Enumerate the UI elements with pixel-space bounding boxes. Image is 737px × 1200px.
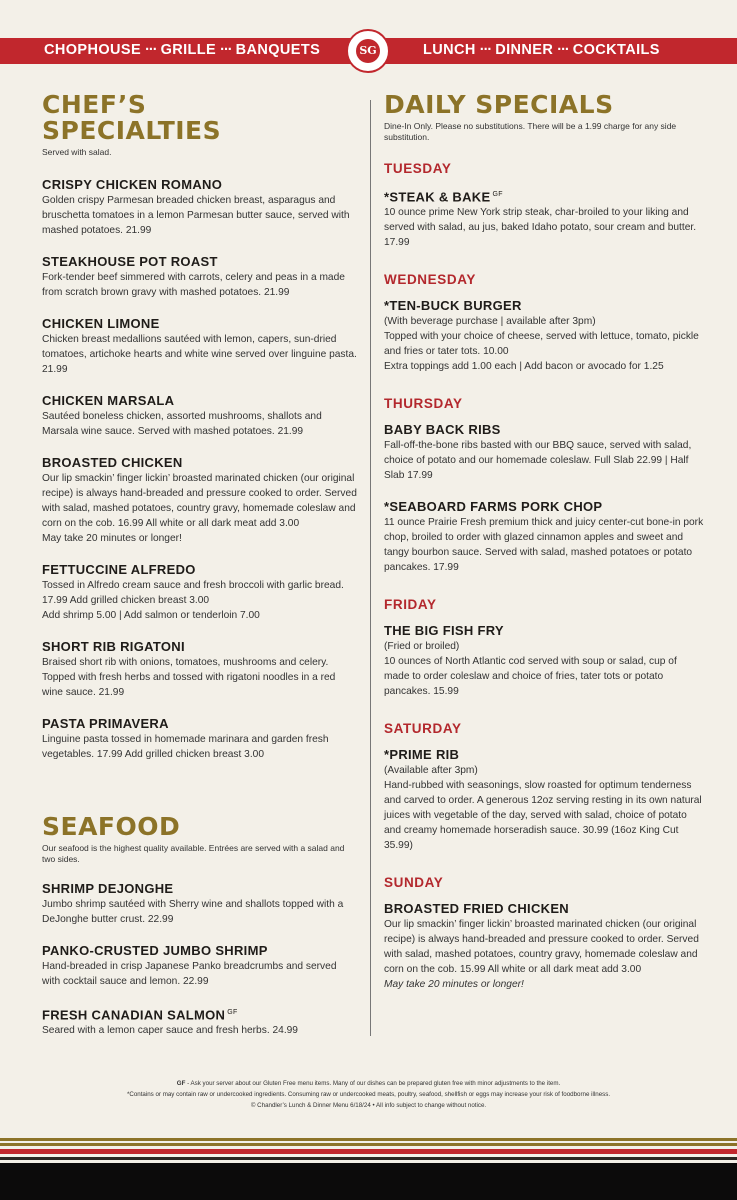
item-description: Seared with a lemon caper sauce and fresh herbs. 24.99 [42, 1025, 298, 1037]
item-note: May take 20 minutes or longer! [42, 533, 182, 544]
item-name: THE BIG FISH FRY [384, 623, 504, 639]
banner-banquets: BANQUETS [235, 42, 321, 58]
menu-item [42, 1005, 357, 1038]
item-description: Topped with your choice of cheese, served with lettuce, tomato, pickle and fries or tater tots. 10.00 [384, 331, 699, 358]
item-name: BROASTED FRIED CHICKEN [384, 901, 569, 917]
item-name: *PRIME RIB [384, 747, 460, 763]
menu-item [42, 562, 357, 623]
item-description: Golden crispy Parmesan breaded chicken breast, asparagus and bruschetta tomatoes in a lemon Parmesan butter sauce, served with mashed potatoes. 21.99 [42, 195, 350, 236]
item-description: Fall-off-the-bone ribs basted with our BBQ sauce, served with salad, choice of potato and our homemade coleslaw. Full Slab 22.99 | Half Slab 17.99 [384, 440, 692, 482]
banner-left [44, 42, 320, 58]
day-heading-tuesday: TUESDAY [384, 161, 452, 176]
footer-gf-text: - Ask your server about our Gluten Free menu items. Many of our dishes can be prepared gluten free with minor adjustments to the item. [185, 1080, 561, 1087]
menu-item [384, 187, 704, 250]
item-availability: (With beverage purchase | available after 3pm) [384, 316, 596, 328]
chefs-note: Served with salad. [42, 147, 112, 157]
menu-item [384, 499, 704, 575]
column-divider [370, 100, 371, 1036]
banner-separator: ··· [479, 42, 492, 58]
item-description: Tossed in Alfredo cream sauce and fresh broccoli with garlic bread. 17.99 Add grilled chicken breast 3.00 [42, 580, 344, 606]
footer-raw-warning: *Contains or may contain raw or undercooked ingredients. Consuming raw or undercooked meats, poultry, seafood, shellfish or eggs may increase your risk of foodborne illness. [126, 1091, 611, 1098]
banner-cocktails: COCKTAILS [572, 42, 660, 58]
seafood-title: SEAFOOD [42, 812, 181, 841]
chefs-title-line1: CHEF’S [42, 90, 147, 119]
menu-item [42, 254, 357, 300]
item-description: Hand-rubbed with seasonings, slow roasted for optimum tenderness and carved to order. A generous 12oz serving resting in its own natural juices with vegetable of the day, served with salad, choice of potato and creamy homemade horseradish sauce. 30.99 (16oz King Cut 35.99) [384, 780, 702, 852]
menu-item [42, 177, 357, 238]
footer-stripe [0, 1138, 737, 1141]
menu-item [384, 298, 704, 374]
seafood-section [42, 814, 357, 1038]
item-availability: (Available after 3pm) [384, 765, 478, 777]
item-description: Our lip smackin’ finger lickin’ broasted marinated chicken (our original recipe) is always hand-breaded and pressure cooked to order. Served with salad, mashed potatoes, country gravy, homemade coleslaw and corn on the cob. 16.99 All white or all dark meat add 3.00 [42, 473, 357, 529]
item-availability: (Fried or broiled) [384, 641, 460, 653]
footer-gf-line [0, 1078, 737, 1089]
item-description: Braised short rib with onions, tomatoes, mushrooms and celery. Topped with fresh herbs and tossed with rigatoni noodles in a red wine sauce. 21.99 [42, 657, 336, 698]
menu-item [384, 747, 704, 853]
item-description: 10 ounce prime New York strip steak, char-broiled to your liking and served with salad, au jus, baked Idaho potato, sour cream and butter. 17.99 [384, 207, 697, 249]
item-name: BROASTED CHICKEN [42, 455, 183, 470]
chefs-specialties-section [42, 92, 357, 762]
item-name: STEAKHOUSE POT ROAST [42, 254, 218, 269]
item-name-text: FRESH CANADIAN SALMON [42, 1007, 226, 1023]
footer-copyright: © Chandler’s Lunch & Dinner Menu 6/18/24 • All info subject to change without notice. [250, 1102, 487, 1109]
day-heading-wednesday: WEDNESDAY [384, 272, 476, 288]
menu-item [384, 623, 704, 699]
left-column [42, 92, 357, 1038]
day-heading-thursday: THURSDAY [384, 396, 463, 412]
footer-disclaimer [0, 1078, 737, 1111]
gluten-free-mark: GF [227, 1009, 238, 1016]
item-description: Sautéed boneless chicken, assorted mushrooms, shallots and Marsala wine sauce. Served with mashed potatoes. 21.99 [42, 411, 322, 437]
restaurant-logo [346, 29, 390, 73]
item-name: *SEABOARD FARMS PORK CHOP [384, 499, 603, 515]
menu-item [384, 901, 704, 992]
item-name: BABY BACK RIBS [384, 422, 501, 438]
logo-monogram: SG [356, 39, 380, 63]
gluten-free-mark: GF [492, 191, 503, 198]
item-description: Our lip smackin’ finger lickin’ broasted marinated chicken (our original recipe) is always hand-breaded and pressure cooked to order. Served with salad, mashed potatoes, country gravy, homemade coleslaw and corn on the cob. 15.99 All white or all dark meat add 3.00 [384, 919, 699, 976]
banner-dinner: DINNER [495, 42, 554, 58]
item-name-text: *STEAK & BAKE [384, 189, 491, 205]
item-name: PANKO-CRUSTED JUMBO SHRIMP [42, 943, 268, 958]
footer-stripe [0, 1149, 737, 1154]
menu-item [42, 455, 357, 546]
item-note: May take 20 minutes or longer! [384, 979, 524, 991]
banner-grille: GRILLE [160, 42, 217, 58]
specials-note: Dine-In Only. Please no substitutions. There will be a 1.99 charge for any side substitution. [384, 121, 677, 142]
item-description: Chicken breast medallions sautéed with lemon, capers, sun-dried tomatoes, artichoke hearts and white wine served over linguine pasta. 21.99 [42, 334, 357, 375]
menu-item [42, 881, 357, 927]
item-name: CHICKEN LIMONE [42, 316, 160, 331]
banner-right [423, 42, 660, 58]
menu-item [42, 393, 357, 439]
item-description: Jumbo shrimp sautéed with Sherry wine and shallots topped with a DeJonghe butter crust. 22.99 [42, 899, 344, 925]
item-description: Hand-breaded in crisp Japanese Panko breadcrumbs and served with cocktail sauce and lemon. 22.99 [42, 961, 337, 987]
day-heading-friday: FRIDAY [384, 597, 437, 613]
item-name: *TEN-BUCK BURGER [384, 298, 522, 314]
chefs-title-line2: SPECIALTIES [42, 116, 222, 145]
item-description: Linguine pasta tossed in homemade marinara and garden fresh vegetables. 17.99 Add grilled chicken breast 3.00 [42, 734, 329, 760]
item-name: CRISPY CHICKEN ROMANO [42, 177, 223, 192]
bottom-bar [0, 1163, 737, 1200]
menu-item [42, 639, 357, 700]
day-heading-sunday: SUNDAY [384, 875, 444, 891]
item-name: CHICKEN MARSALA [42, 393, 175, 408]
menu-item [42, 716, 357, 762]
seafood-note: Our seafood is the highest quality available. Entrées are served with a salad and two sides. [42, 843, 345, 864]
banner-chophouse: CHOPHOUSE [44, 42, 142, 58]
specials-title: DAILY SPECIALS [384, 90, 614, 119]
footer-stripe [0, 1143, 737, 1146]
menu-item [42, 316, 357, 377]
banner-lunch: LUNCH [423, 42, 476, 58]
banner-separator: ··· [557, 42, 569, 58]
item-description: 11 ounce Prairie Fresh premium thick and juicy center-cut bone-in pork chop, broiled to order with glazed cinnamon apples and sweet and tangy bourbon sauce. Served with salad, mashed potatoes or potato pancakes. 17.99 [384, 517, 704, 574]
item-description: 10 ounces of North Atlantic cod served with soup or salad, cup of made to order coleslaw and choice of fries, tater tots or potato pancakes. 15.99 [384, 656, 677, 698]
item-description: Fork-tender beef simmered with carrots, celery and peas in a made from scratch brown gravy with mashed potatoes. 21.99 [42, 272, 345, 298]
daily-specials-section [384, 92, 704, 992]
item-name [384, 187, 704, 205]
item-name: SHRIMP DEJONGHE [42, 881, 174, 896]
footer-gf-label: GF [176, 1080, 186, 1087]
item-name: PASTA PRIMAVERA [42, 716, 169, 731]
menu-item [42, 943, 357, 989]
item-name: SHORT RIB RIGATONI [42, 639, 185, 654]
banner-separator: ··· [220, 42, 232, 58]
banner-separator: ··· [145, 42, 157, 58]
day-heading-saturday: SATURDAY [384, 721, 462, 737]
menu-item [384, 422, 704, 483]
item-note: Extra toppings add 1.00 each | Add bacon or avocado for 1.25 [384, 361, 664, 373]
item-name [42, 1005, 357, 1023]
item-name: FETTUCCINE ALFREDO [42, 562, 196, 577]
footer-stripe [0, 1157, 737, 1160]
item-note: Add shrimp 5.00 | Add salmon or tenderloin 7.00 [42, 610, 260, 621]
